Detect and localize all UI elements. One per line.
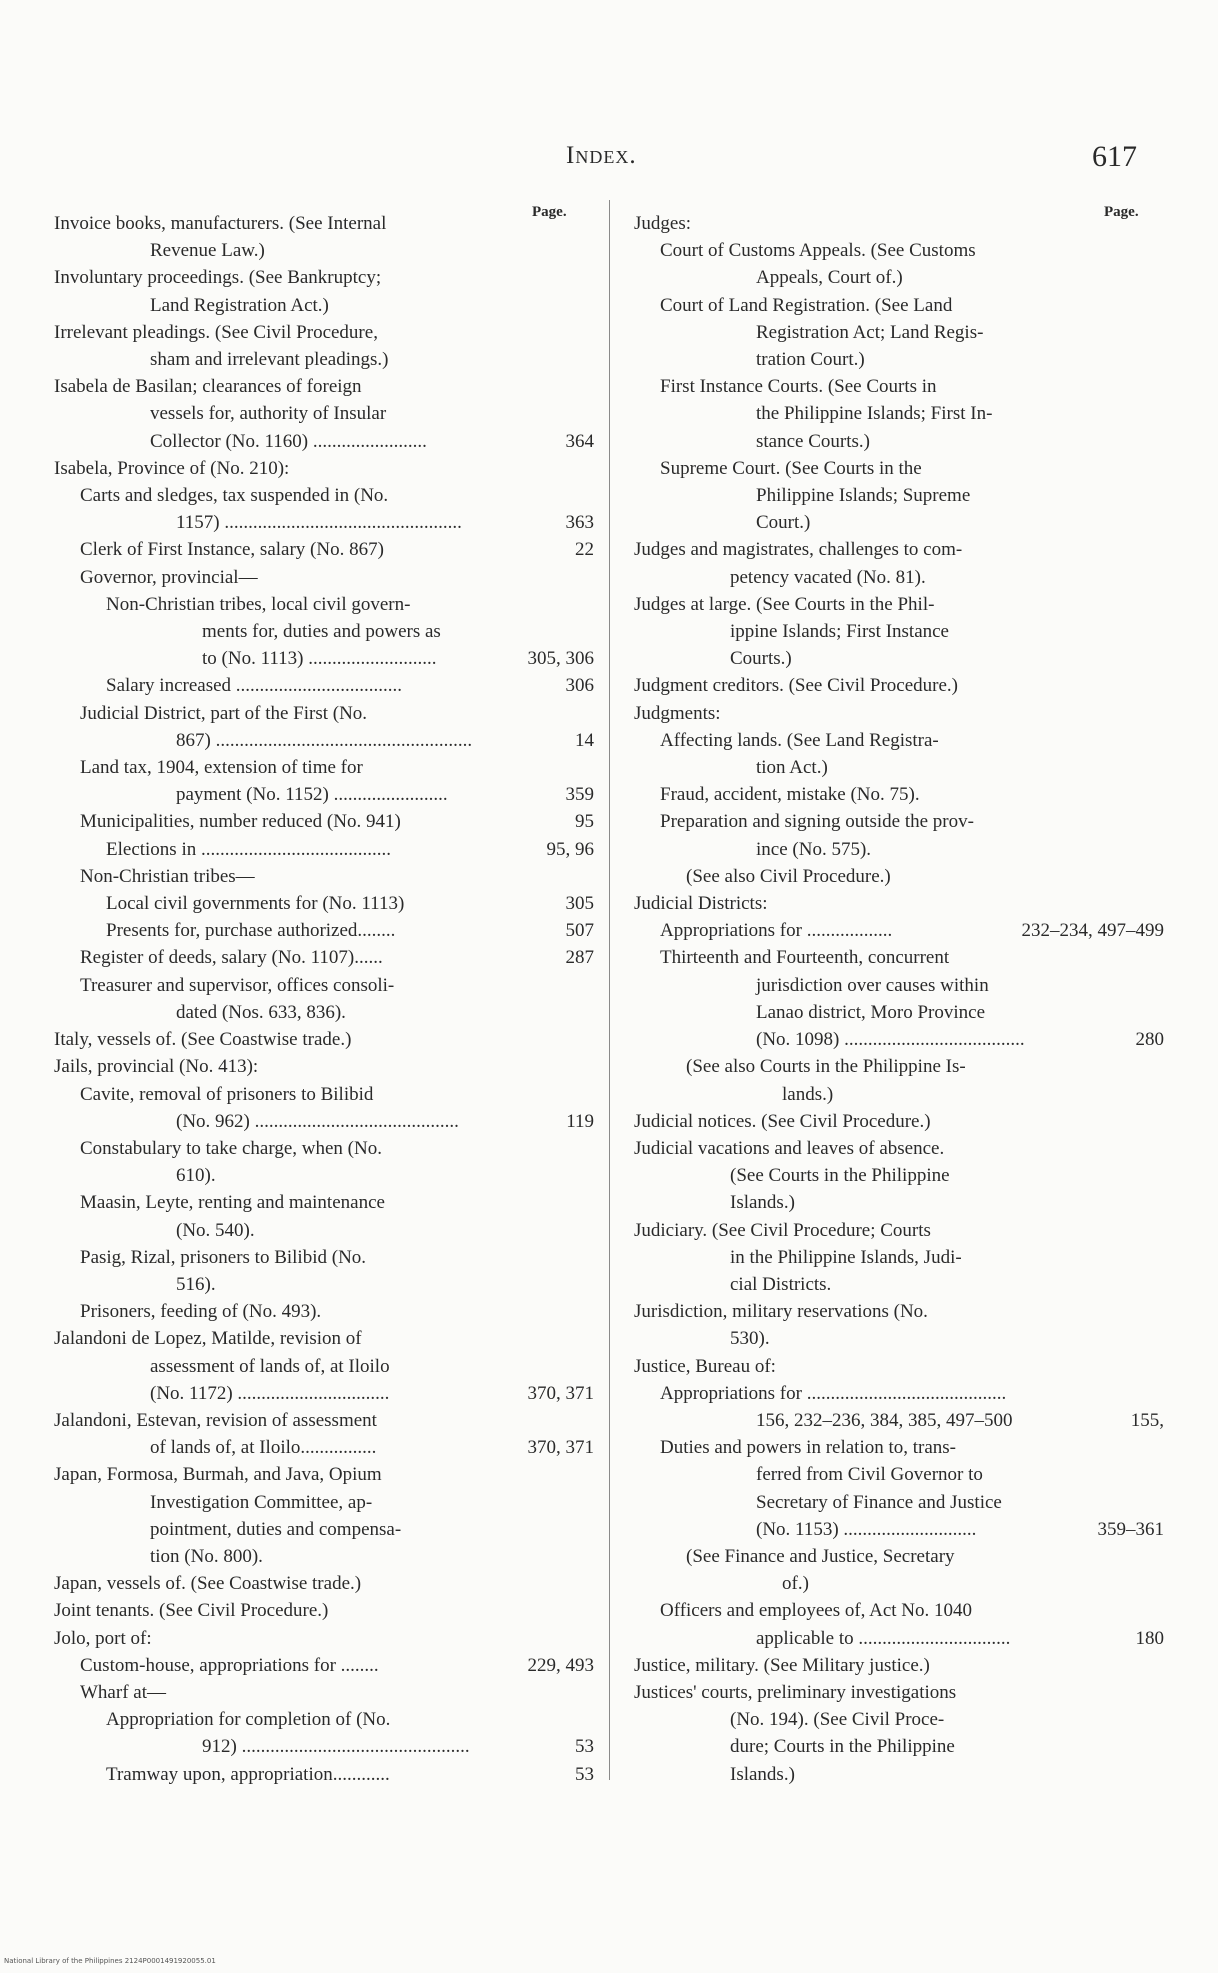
- index-entry-page: 364: [565, 430, 594, 452]
- index-entry-line: Fraud, accident, mistake (No. 75).: [660, 784, 920, 806]
- index-entry-line: Thirteenth and Fourteenth, concurrent: [660, 947, 950, 969]
- index-entry-page: 507: [565, 920, 594, 942]
- index-entry: [634, 591, 1164, 673]
- index-entry: [54, 1135, 594, 1189]
- left-page-label: Page.: [532, 204, 567, 220]
- index-entry: [54, 1679, 594, 1706]
- index-entry-line: tion (No. 800).: [150, 1545, 263, 1567]
- index-entry-line: Land Registration Act.): [150, 294, 329, 316]
- index-entry: [634, 1135, 1164, 1217]
- index-entry: [54, 917, 594, 944]
- index-entry-line: vessels for, authority of Insular: [150, 403, 387, 425]
- index-entry: [634, 1380, 1164, 1434]
- index-entry-line: 912) ................................................: [202, 1736, 470, 1758]
- index-entry: [54, 1597, 594, 1624]
- index-entry: [634, 536, 1164, 590]
- index-entry: [54, 591, 594, 673]
- index-entry: [54, 1189, 594, 1243]
- index-entry: [634, 1217, 1164, 1299]
- index-entry-line: Judgment creditors. (See Civil Procedure.): [634, 675, 958, 697]
- index-entry: [54, 863, 594, 890]
- index-entry: [54, 972, 594, 1026]
- index-entry: [634, 1298, 1164, 1352]
- index-entry-line: Appropriations for ..................: [660, 920, 893, 942]
- index-entry-line: ippine Islands; First Instance: [730, 621, 949, 643]
- index-entry: [634, 1353, 1164, 1380]
- index-entry-line: Duties and powers in relation to, trans-: [660, 1437, 957, 1459]
- index-entry: [634, 808, 1164, 862]
- index-entry-line: Japan, vessels of. (See Coastwise trade.): [54, 1573, 362, 1595]
- index-entry-line: lands.): [782, 1083, 834, 1105]
- index-entry-line: Tramway upon, appropriation............: [106, 1763, 390, 1785]
- index-entry: [54, 754, 594, 808]
- index-entry-page: 359: [565, 784, 594, 806]
- index-entry-line: Jolo, port of:: [54, 1627, 152, 1649]
- index-entry: [54, 890, 594, 917]
- index-entry-line: jurisdiction over causes within: [756, 974, 989, 996]
- index-entry-line: Islands.): [730, 1763, 795, 1785]
- page-title: Index.: [566, 142, 637, 169]
- index-entry: [54, 455, 594, 482]
- index-entry: [54, 1081, 594, 1135]
- index-entry-line: Judicial District, part of the First (No.: [80, 702, 368, 724]
- index-entry: [634, 1652, 1164, 1679]
- index-entry-line: Local civil governments for (No. 1113): [106, 893, 405, 915]
- index-entry-line: (No. 962) ...........................................: [176, 1110, 459, 1132]
- index-entry-page: 232–234, 497–499: [1021, 920, 1164, 942]
- index-entry-line: Investigation Committee, ap-: [150, 1491, 373, 1513]
- index-entry: [634, 1679, 1164, 1788]
- index-entry-line: petency vacated (No. 81).: [730, 566, 926, 588]
- index-entry-page: 370, 371: [527, 1437, 594, 1459]
- index-entry-line: Judges and magistrates, challenges to com-: [634, 539, 963, 561]
- index-entry-line: Presents for, purchase authorized........: [106, 920, 396, 942]
- index-entry: [54, 944, 594, 971]
- page-number: 617: [1092, 140, 1137, 173]
- index-entry: [634, 373, 1164, 455]
- index-entry: [634, 1053, 1164, 1107]
- index-entry-line: Islands.): [730, 1192, 795, 1214]
- index-entry-line: Appropriation for completion of (No.: [106, 1709, 391, 1731]
- footer-credit: National Library of the Philippines 2124P0001491920055.01: [4, 1957, 216, 1965]
- index-entry-line: Involuntary proceedings. (See Bankruptcy;: [54, 267, 382, 289]
- index-entry: [54, 1706, 594, 1760]
- index-entry: [634, 917, 1164, 944]
- index-entry-page: 229, 493: [527, 1654, 594, 1676]
- index-entry-line: 516).: [176, 1273, 216, 1295]
- left-index-column: [54, 210, 594, 1788]
- index-entry-page: 53: [575, 1763, 594, 1785]
- index-entry-line: Judicial vacations and leaves of absence.: [634, 1137, 945, 1159]
- index-entry-page: 95, 96: [546, 838, 594, 860]
- index-entry-line: (No. 1153) ............................: [756, 1518, 977, 1540]
- index-entry-line: 156, 232–236, 384, 385, 497–500: [756, 1409, 1013, 1431]
- index-entry: [634, 781, 1164, 808]
- index-entry-line: Appeals, Court of.): [756, 267, 903, 289]
- index-entry: [634, 210, 1164, 237]
- index-entry-line: cial Districts.: [730, 1273, 832, 1295]
- index-entry: [54, 1325, 594, 1407]
- index-entry-line: Governor, provincial—: [80, 566, 258, 588]
- index-entry-line: 867) ......................................................: [176, 729, 473, 751]
- index-entry-page: 14: [575, 729, 594, 751]
- index-entry: [634, 672, 1164, 699]
- index-entry-line: Judiciary. (See Civil Procedure; Courts: [634, 1219, 931, 1241]
- index-entry: [54, 264, 594, 318]
- index-entry: [54, 672, 594, 699]
- index-entry-line: of lands of, at Iloilo................: [150, 1437, 377, 1459]
- index-entry-line: Judges at large. (See Courts in the Phil-: [634, 593, 935, 615]
- index-entry: [54, 319, 594, 373]
- index-entry-line: Carts and sledges, tax suspended in (No.: [80, 485, 389, 507]
- index-entry-line: (No. 194). (See Civil Proce-: [730, 1709, 945, 1731]
- index-entry: [54, 373, 594, 455]
- index-entry-line: Treasurer and supervisor, offices consoli-: [80, 974, 395, 996]
- index-entry: [54, 1461, 594, 1570]
- index-entry-line: Salary increased ...................................: [106, 675, 403, 697]
- index-entry-line: Register of deeds, salary (No. 1107)......: [80, 947, 383, 969]
- right-index-column: [634, 210, 1164, 1788]
- right-page-label: Page.: [1104, 204, 1139, 220]
- index-entry-line: Isabela de Basilan; clearances of foreign: [54, 376, 362, 398]
- index-entry-line: sham and irrelevant pleadings.): [150, 349, 389, 371]
- index-entry-line: Revenue Law.): [150, 240, 265, 262]
- index-entry-line: ince (No. 575).: [756, 838, 872, 860]
- index-entry-line: Invoice books, manufacturers. (See Internal: [54, 213, 387, 234]
- index-entry: [634, 1597, 1164, 1651]
- index-entry-line: (No. 540).: [176, 1219, 255, 1241]
- index-entry-page: 305, 306: [527, 648, 594, 670]
- index-entry-page: 363: [565, 512, 594, 534]
- index-entry-line: Preparation and signing outside the prov-: [660, 811, 974, 833]
- index-entry-page: 180: [1135, 1627, 1164, 1649]
- index-entry: [634, 1108, 1164, 1135]
- index-entry-line: (See also Courts in the Philippine Is-: [686, 1056, 966, 1078]
- index-entry-line: Isabela, Province of (No. 210):: [54, 457, 290, 479]
- index-entry-line: Municipalities, number reduced (No. 941): [80, 811, 401, 833]
- index-entry-line: Registration Act; Land Regis-: [756, 321, 984, 343]
- index-entry-line: Court of Customs Appeals. (See Customs: [660, 240, 976, 262]
- index-entry: [54, 1625, 594, 1652]
- index-entry-page: 22: [575, 539, 594, 561]
- index-entry-line: Prisoners, feeding of (No. 493).: [80, 1301, 322, 1323]
- index-entry-line: dure; Courts in the Philippine: [730, 1736, 955, 1758]
- index-entry-line: Secretary of Finance and Justice: [756, 1491, 1002, 1513]
- index-entry-line: Jalandoni de Lopez, Matilde, revision of: [54, 1328, 362, 1350]
- index-entry: [54, 564, 594, 591]
- index-entry-line: to (No. 1113) ...........................: [202, 648, 437, 670]
- index-entry-line: pointment, duties and compensa-: [150, 1518, 402, 1540]
- index-entry-page: 53: [575, 1736, 594, 1758]
- index-entry-page: 119: [566, 1110, 594, 1132]
- index-entry-line: (See Courts in the Philippine: [730, 1165, 950, 1187]
- index-entry-line: Court of Land Registration. (See Land: [660, 294, 953, 316]
- index-entry-line: Land tax, 1904, extension of time for: [80, 757, 363, 779]
- index-entry: [634, 890, 1164, 917]
- index-entry-line: Jails, provincial (No. 413):: [54, 1056, 259, 1078]
- index-entry-page: 280: [1135, 1029, 1164, 1051]
- index-entry-line: Non-Christian tribes, local civil govern-: [106, 593, 411, 615]
- index-entry-line: applicable to ................................: [756, 1627, 1011, 1649]
- index-entry-page: 306: [565, 675, 594, 697]
- index-entry-line: Officers and employees of, Act No. 1040: [660, 1600, 973, 1622]
- index-entry: [634, 727, 1164, 781]
- index-entry: [634, 1434, 1164, 1543]
- column-divider: [609, 200, 610, 1780]
- index-entry-line: Supreme Court. (See Courts in the: [660, 457, 922, 479]
- index-entry-page: 155,: [1130, 1409, 1164, 1431]
- index-entry-line: Japan, Formosa, Burmah, and Java, Opium: [54, 1464, 382, 1486]
- index-entry-line: the Philippine Islands; First In-: [756, 403, 993, 425]
- index-entry-line: Cavite, removal of prisoners to Bilibid: [80, 1083, 374, 1105]
- index-entry-line: Judges:: [634, 213, 691, 234]
- index-entry: [54, 1026, 594, 1053]
- index-entry-line: ferred from Civil Governor to: [756, 1464, 983, 1486]
- index-entry-line: in the Philippine Islands, Judi-: [730, 1246, 962, 1268]
- index-entry-line: Pasig, Rizal, prisoners to Bilibid (No.: [80, 1246, 367, 1268]
- index-entry-line: Justice, military. (See Military justice.): [634, 1654, 930, 1676]
- index-entry: [634, 455, 1164, 537]
- index-entry-line: stance Courts.): [756, 430, 870, 452]
- index-entry-line: Philippine Islands; Supreme: [756, 485, 971, 507]
- index-entry-line: Judicial Districts:: [634, 893, 768, 915]
- index-entry-line: Elections in ........................................: [106, 838, 391, 860]
- index-entry-line: Maasin, Leyte, renting and maintenance: [80, 1192, 385, 1214]
- index-entry: [54, 482, 594, 536]
- index-entry-line: tion Act.): [756, 757, 828, 779]
- index-entry: [54, 1761, 594, 1788]
- index-entry-line: Non-Christian tribes—: [80, 865, 255, 887]
- index-entry: [634, 1543, 1164, 1597]
- index-entry-page: 359–361: [1097, 1518, 1164, 1540]
- index-entry-line: Justice, Bureau of:: [634, 1355, 776, 1377]
- index-entry-line: Courts.): [730, 648, 792, 670]
- index-entry-line: of.): [782, 1573, 809, 1595]
- index-entry-page: 370, 371: [527, 1382, 594, 1404]
- index-entry-line: (See also Civil Procedure.): [686, 865, 891, 887]
- index-entry: [634, 944, 1164, 1053]
- index-entry-page: 305: [565, 893, 594, 915]
- index-entry: [54, 1244, 594, 1298]
- index-entry-line: tration Court.): [756, 349, 865, 371]
- index-entry: [54, 1298, 594, 1325]
- index-entry-line: Custom-house, appropriations for ........: [80, 1654, 379, 1676]
- index-entry: [634, 700, 1164, 727]
- index-entry-line: Italy, vessels of. (See Coastwise trade.): [54, 1029, 352, 1051]
- index-entry-line: Judgments:: [634, 702, 721, 724]
- index-entry-line: Wharf at—: [80, 1681, 166, 1703]
- index-entry-line: Appropriations for ..........................................: [660, 1382, 1007, 1404]
- index-entry: [54, 1407, 594, 1461]
- index-entry-line: Clerk of First Instance, salary (No. 867): [80, 539, 384, 561]
- index-entry-line: First Instance Courts. (See Courts in: [660, 376, 937, 398]
- index-entry: [54, 808, 594, 835]
- index-entry-line: (No. 1098) ......................................: [756, 1029, 1025, 1051]
- index-entry: [54, 836, 594, 863]
- index-entry: [54, 1053, 594, 1080]
- index-entry: [54, 536, 594, 563]
- index-entry-line: (See Finance and Justice, Secretary: [686, 1545, 955, 1567]
- index-entry-line: 530).: [730, 1328, 770, 1350]
- index-entry-line: Irrelevant pleadings. (See Civil Procedure,: [54, 321, 378, 343]
- index-entry-line: payment (No. 1152) ........................: [176, 784, 448, 806]
- index-entry: [54, 700, 594, 754]
- index-entry-line: Court.): [756, 512, 811, 534]
- index-entry-line: Affecting lands. (See Land Registra-: [660, 729, 939, 751]
- index-entry: [634, 863, 1164, 890]
- index-entry-line: (No. 1172) ................................: [150, 1382, 390, 1404]
- index-entry: [54, 210, 594, 264]
- index-entry-page: 287: [565, 947, 594, 969]
- index-entry-line: Joint tenants. (See Civil Procedure.): [54, 1600, 329, 1622]
- index-entry: [54, 1652, 594, 1679]
- index-entry-line: Jurisdiction, military reservations (No.: [634, 1301, 928, 1323]
- index-entry: [634, 237, 1164, 291]
- index-entry-line: Lanao district, Moro Province: [756, 1001, 986, 1023]
- index-entry-line: Constabulary to take charge, when (No.: [80, 1137, 382, 1159]
- index-entry-line: dated (Nos. 633, 836).: [176, 1001, 346, 1023]
- index-entry: [54, 1570, 594, 1597]
- index-entry-line: 1157) ..................................................: [176, 512, 462, 534]
- index-entry-line: ments for, duties and powers as: [202, 621, 441, 643]
- index-entry-line: Jalandoni, Estevan, revision of assessment: [54, 1409, 377, 1431]
- index-entry-line: assessment of lands of, at Iloilo: [150, 1355, 390, 1377]
- index-entry-line: Judicial notices. (See Civil Procedure.): [634, 1110, 931, 1132]
- index-entry-line: Justices' courts, preliminary investigations: [634, 1681, 957, 1703]
- index-entry-line: Collector (No. 1160) ........................: [150, 430, 427, 452]
- index-entry-line: 610).: [176, 1165, 216, 1187]
- index-entry-page: 95: [575, 811, 594, 833]
- index-entry: [634, 292, 1164, 374]
